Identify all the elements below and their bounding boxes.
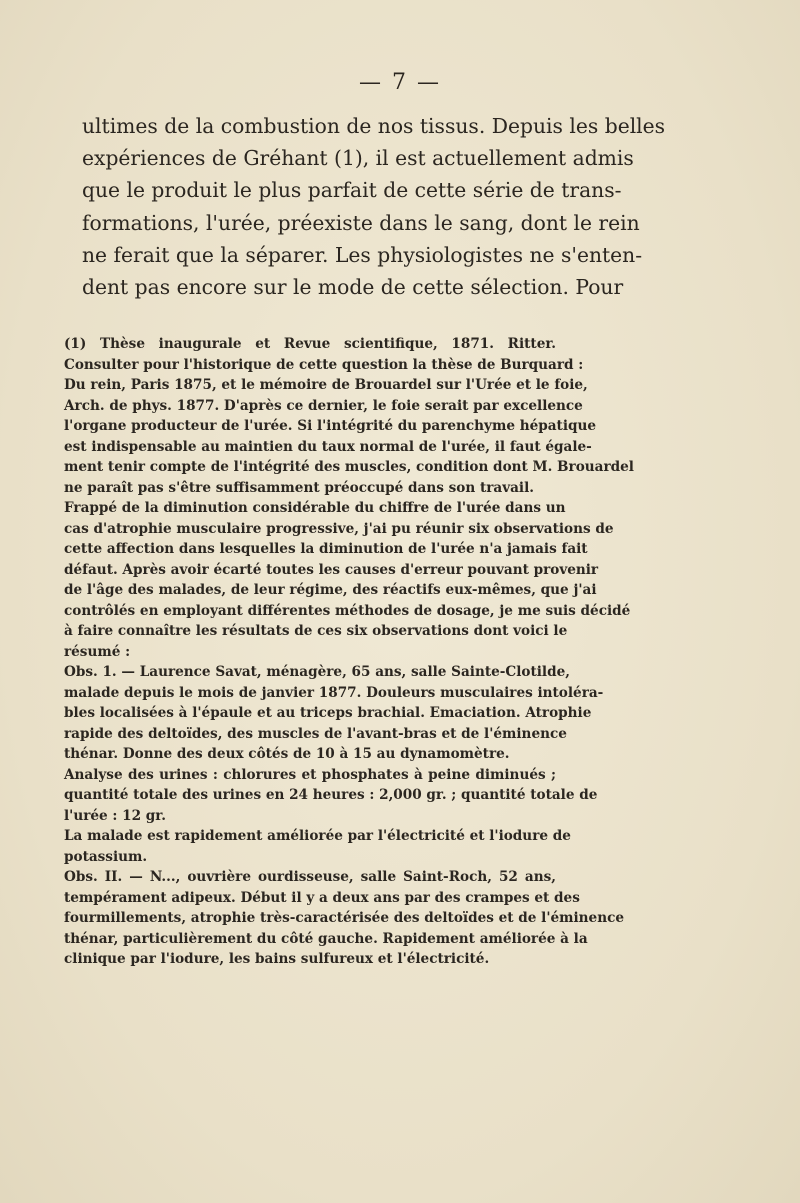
- footnote-line: cette affection dans lesquelles la diminution de l'urée n'a jamais fait: [64, 541, 588, 557]
- footnote-line: Obs. II. — N..., ouvrière ourdisseuse, salle Saint-Roch, 52 ans,: [64, 869, 556, 885]
- footnote-line: Consulter pour l'historique de cette question la thèse de Burquard :: [64, 356, 584, 373]
- footnote-line: ment tenir compte de l'intégrité des muscles, condition dont M. Brouardel: [64, 459, 634, 475]
- footnote-line: l'urée : 12 gr.: [64, 807, 166, 824]
- main-line: que le produit le plus parfait de cette série de trans-: [82, 178, 622, 203]
- footnote-line: Du rein, Paris 1875, et le mémoire de Brouardel sur l'Urée et le foie,: [64, 377, 588, 393]
- main-line: ne ferait que la séparer. Les physiologistes ne s'enten-: [82, 242, 643, 267]
- footnote-line: thénar, particulièrement du côté gauche. Rapidement améliorée à la: [64, 930, 588, 947]
- footnote-line: Obs. 1. — Laurence Savat, ménagère, 65 ans, salle Sainte-Clotilde,: [64, 664, 570, 680]
- footnote-line: défaut. Après avoir écarté toutes les causes d'erreur pouvant provenir: [64, 561, 599, 578]
- footnote-line: La malade est rapidement améliorée par l'électricité et l'iodure de: [64, 828, 571, 844]
- footnote-line: à faire connaître les résultats de ces six observations dont voici le: [64, 623, 568, 639]
- footnotes: [64, 334, 634, 970]
- main-line: dent pas encore sur le mode de cette sélection. Pour: [82, 274, 624, 299]
- main-line: ultimes de la combustion de nos tissus. Depuis les belles: [82, 114, 666, 138]
- footnote-line: thénar. Donne des deux côtés de 10 à 15 au dynamomètre.: [64, 746, 510, 762]
- footnote-line: quantité totale des urines en 24 heures : 2,000 gr. ; quantité totale de: [64, 787, 598, 803]
- footnote-line: tempérament adipeux. Début il y a deux ans par des crampes et des: [64, 889, 580, 906]
- footnote-line: (1) Thèse inaugurale et Revue scientifique, 1871. Ritter.: [64, 336, 556, 352]
- page-number: — 7 —: [359, 70, 441, 95]
- footnote-line: l'organe producteur de l'urée. Si l'intégrité du parenchyme hépatique: [64, 418, 597, 434]
- footnote-line: Frappé de la diminution considérable du chiffre de l'urée dans un: [64, 500, 566, 516]
- main-paragraph: [82, 110, 666, 303]
- main-line: formations, l'urée, préexiste dans le sang, dont le rein: [82, 210, 640, 235]
- footnote-line: contrôlés en employant différentes méthodes de dosage, je me suis décidé: [64, 602, 631, 619]
- footnote-line: est indispensable au maintien du taux normal de l'urée, il faut égale-: [64, 438, 592, 455]
- footnote-line: résumé :: [64, 643, 131, 660]
- footnote-line: de l'âge des malades, de leur régime, des réactifs eux-mêmes, que j'ai: [64, 582, 597, 598]
- footnote-line: malade depuis le mois de janvier 1877. Douleurs musculaires intolérа-: [64, 684, 604, 701]
- footnote-line: Analyse des urines : chlorures et phosphates à peine diminués ;: [64, 766, 556, 783]
- footnote-line: cas d'atrophie musculaire progressive, j'ai pu réunir six observations de: [64, 520, 614, 537]
- footnote-line: Arch. de phys. 1877. D'après ce dernier, le foie serait par excellence: [64, 397, 583, 414]
- footnote-line: fourmillements, atrophie très-caractérisée des deltoïdes et de l'éminence: [64, 910, 625, 926]
- footnote-line: clinique par l'iodure, les bains sulfureux et l'électricité.: [64, 951, 490, 967]
- footnote-line: ne paraît pas s'être suffisamment préoccupé dans son travail.: [64, 479, 534, 496]
- main-line: expériences de Gréhant (1), il est actuellement admis: [82, 146, 634, 171]
- footnote-line: potassium.: [64, 848, 148, 865]
- footnote-line: rapide des deltoïdes, des muscles de l'avant-bras et de l'éminence: [64, 725, 567, 742]
- footnote-line: bles localisées à l'épaule et au triceps brachial. Emaciation. Atrophie: [64, 705, 592, 721]
